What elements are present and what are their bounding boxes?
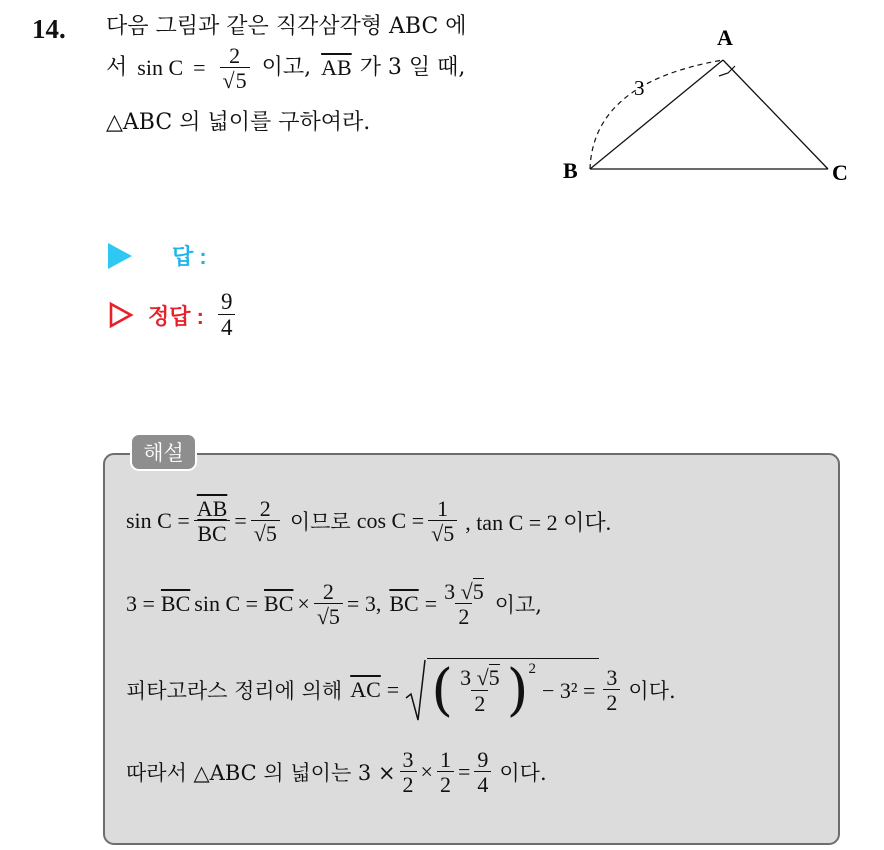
- three-over-two: [400, 748, 417, 796]
- two-over-root5: $\frac{2}{√5}$: [251, 497, 280, 545]
- denominator: 2: [400, 771, 417, 796]
- denominator: 2: [471, 690, 488, 715]
- sin-c-equals: sin C =: [126, 508, 190, 534]
- vertex-a-label: A: [717, 25, 733, 50]
- side-ac: [723, 60, 828, 169]
- pythagoras-text: 피타고라스 정리에 의해: [126, 679, 343, 703]
- answer-label: 답 :: [172, 244, 207, 269]
- numerator: 2: [322, 579, 334, 604]
- segment-ab: $\overline{AB}$: [321, 55, 352, 81]
- solution-line-2: [126, 580, 542, 628]
- side-length-label: 3: [634, 76, 645, 100]
- radicand: 5: [472, 579, 484, 604]
- equals: =: [424, 591, 438, 617]
- tan-c-text: , tan C = 2 이다.: [465, 509, 612, 535]
- coef: 3: [460, 665, 472, 691]
- vertex-b-label: B: [563, 158, 578, 183]
- question-line-2-mid: 이고,: [261, 55, 312, 81]
- numerator: 1: [439, 747, 451, 772]
- radicand: 5: [328, 604, 340, 630]
- connector-text: 이므로: [289, 510, 351, 535]
- denominator: 2: [603, 689, 620, 714]
- equals: =: [457, 759, 471, 785]
- three-over-two: [603, 666, 620, 714]
- numerator: 1: [437, 496, 449, 521]
- side-ab: [590, 60, 723, 169]
- segment-bc: $\overline{BC}$: [264, 591, 294, 617]
- equals: =: [386, 677, 400, 702]
- equals-sign: =: [193, 55, 206, 81]
- nine-over-four: [474, 748, 491, 796]
- frac-ab: $\overline{AB}$: [196, 496, 228, 521]
- exponent: 2: [528, 661, 536, 677]
- times-sign: ×: [297, 591, 310, 617]
- sin-c-equals: sin C =: [194, 591, 259, 617]
- vertex-c-label: C: [832, 160, 848, 185]
- radicand: 5: [488, 665, 500, 691]
- connector-text: 이다.: [628, 679, 676, 703]
- one-over-two: [437, 748, 454, 796]
- question-line-2-prefix: 서: [106, 55, 128, 81]
- radicand: 5: [235, 68, 247, 94]
- radical-sign: [405, 658, 427, 722]
- right-angle-mark: [719, 66, 735, 76]
- numerator: 3: [402, 747, 414, 772]
- solution-line-1: [126, 497, 611, 545]
- radicand: 5: [443, 521, 455, 547]
- three-root5-over-two: $\frac{3 √5}{2}$: [460, 665, 500, 716]
- denominator: 4: [474, 771, 491, 796]
- segment-bc: $\overline{BC}$: [389, 591, 419, 617]
- times-sign: ×: [420, 759, 433, 785]
- area-text: 따라서 △ABC 의 넓이는 3 ×: [126, 761, 396, 786]
- question-line-2-suffix: 가 3 일 때,: [359, 55, 466, 81]
- equals-three: = 3,: [346, 591, 382, 617]
- answer-row: [108, 240, 207, 271]
- minus-three-squared: − 3² =: [542, 677, 596, 703]
- one-over-root5: $\frac{1}{√5}$: [428, 497, 457, 545]
- solution-tag: 해설: [130, 433, 197, 471]
- fraction-2-over-root5: [220, 44, 250, 92]
- ab-over-bc: [194, 497, 231, 545]
- solution-line-3: [126, 658, 676, 722]
- fraction-numerator: 2: [229, 43, 241, 68]
- equals: =: [234, 508, 247, 534]
- three-root5-over-two: $\frac{3 √5}{2}$: [444, 579, 484, 630]
- connector-text: 이고,: [494, 593, 542, 618]
- segment-bc: $\overline{BC}$: [160, 591, 191, 617]
- connector-text: 이다.: [499, 761, 547, 786]
- question-line-3: △ABC 의 넓이를 구하여라.: [106, 110, 371, 135]
- answer-denominator: 4: [218, 314, 236, 340]
- cos-c-equals: cos C =: [356, 508, 425, 534]
- coef: 3: [444, 579, 456, 604]
- numerator: 2: [259, 496, 271, 521]
- answer-fraction: [218, 290, 236, 340]
- denominator: 2: [455, 603, 472, 628]
- correct-answer-row: [108, 290, 239, 340]
- question-line-1: 다음 그림과 같은 직각삼각형 ABC 에: [106, 14, 467, 39]
- solution-line-4: [126, 748, 547, 796]
- numerator: 3: [606, 664, 618, 690]
- fraction-denominator: √5: [220, 67, 250, 92]
- denominator: 2: [437, 771, 454, 796]
- answer-numerator: 9: [220, 289, 233, 314]
- outline-play-icon: [108, 301, 134, 329]
- question-line-2: [106, 44, 465, 92]
- two-over-root5: $\frac{2}{√5}$: [314, 580, 343, 628]
- radicand: 5: [265, 521, 277, 547]
- three-equals: 3 =: [126, 591, 155, 617]
- question-number: 14.: [32, 14, 66, 44]
- triangle-figure: [555, 20, 855, 190]
- play-icon: [108, 243, 132, 269]
- sin-c: sin C: [137, 55, 184, 81]
- segment-ac: $\overline{AC}$: [350, 677, 381, 702]
- numerator: 9: [477, 747, 489, 772]
- frac-bc: BC: [197, 521, 227, 547]
- big-square-root: ( $\frac{3 √5}{2}$ ) 2 − 3² =: [405, 658, 599, 722]
- correct-answer-label: 정답 :: [148, 303, 204, 329]
